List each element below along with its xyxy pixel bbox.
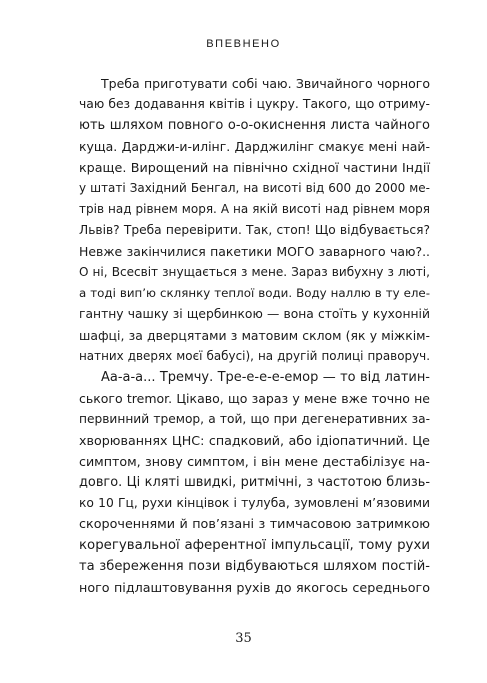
text-line: Аа-а-а... Тремчу. Тре-е-е-е-емор — то від латин-	[101, 370, 430, 385]
text-line: та збереження пози відбуваються шляхом постій-	[79, 559, 430, 574]
body-text	[79, 73, 430, 598]
text-line: первинний тремор, а той, що при дегенеративних за-	[79, 412, 430, 426]
text-line: ського tremor. Цікаво, що зараз у мене вже точно не	[79, 391, 430, 406]
running-head: ВПЕВНЕНО	[206, 38, 281, 50]
text-line: ють шляхом повного о-о-окиснення листа чайного	[79, 118, 430, 133]
text-line: симптом, знову симптом, і він мене дестабілізує на-	[79, 454, 430, 469]
text-line: Львів? Треба перевірити. Так, стоп! Що відбувається?	[79, 223, 430, 237]
text-line: О ні, Всесвіт знущається з мене. Зараз вибухну з люті,	[79, 265, 430, 279]
text-line: а тоді вип’ю склянку теплої води. Воду наллю в ту еле-	[79, 286, 430, 300]
text-line: Невже закінчилися пакетики МОГО заварного чаю?..	[79, 244, 430, 259]
text-line: ного підлаштовування рухів до якогось середнього	[79, 580, 430, 595]
text-line: чаю без додавання квітів і цукру. Такого, що отриму-	[79, 97, 430, 111]
text-line: куща. Дарджи-и-илінг. Дарджилінг смакує мені най-	[79, 139, 430, 154]
text-line: натних дверях моєї бабусі), на другій полиці праворуч.	[79, 349, 430, 363]
text-line: гантну чашку зі щербинкою — вона стоїть у кухонній	[79, 307, 430, 321]
text-line: корегувальної аферентної імпульсації, тому рухи	[79, 538, 430, 553]
text-line: скороченнями й пов’язані з тимчасовою затримкою	[79, 517, 430, 532]
text-line: краще. Вирощений на північно східної частини Індії	[79, 160, 430, 175]
text-line: шафці, за дверцятами з матовим склом (як у міжкім-	[79, 328, 430, 343]
text-line: трів над рівнем моря. А на якій висоті над рівнем моря	[79, 202, 430, 216]
text-line: ко 10 Гц, рухи кінцівок і тулуба, зумовлені м’язовими	[79, 496, 430, 510]
text-line: довго. Ці кляті швидкі, ритмічні, з частотою близь-	[79, 475, 430, 490]
text-line: хворюваннях ЦНС: спадковий, або ідіопатичний. Це	[79, 433, 430, 448]
text-line: Треба приготувати собі чаю. Звичайного чорного	[101, 76, 430, 91]
text-line: у штаті Західний Бенгал, на висоті від 600 до 2000 ме-	[79, 181, 430, 195]
page-number: 35	[235, 631, 252, 646]
